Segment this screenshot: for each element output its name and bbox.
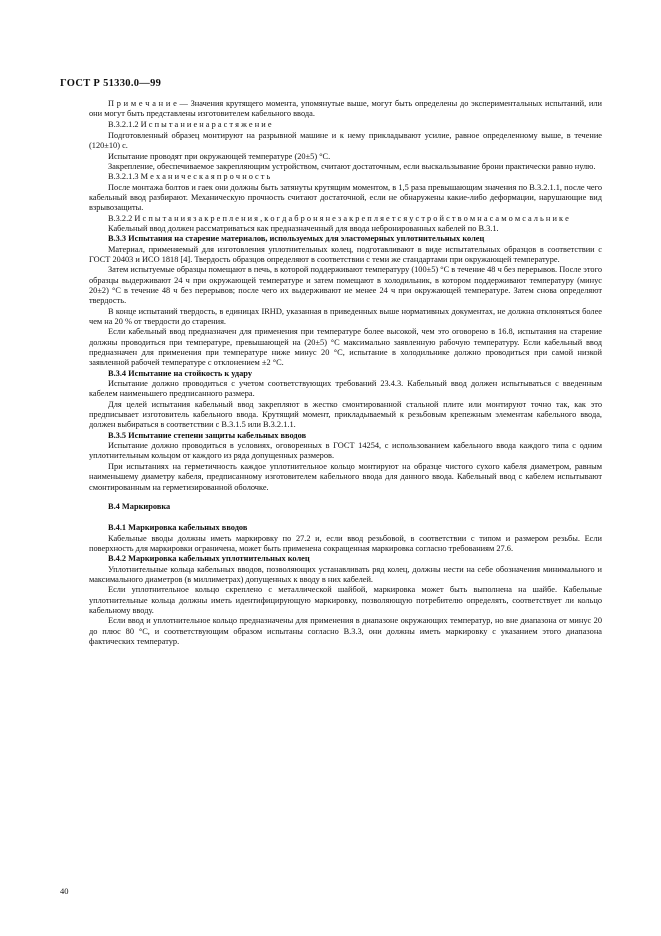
body-paragraph: Для целей испытания кабельный ввод закрепляют в жестко смонтированной стальной плите или монтируют точно так, как это предписывает изготовитель кабельного ввода. Крутящий момент, прикладываемый к резьбовым крепежным элементам кабельного ввода, должен выбираться в соответствии с В.3.1.5 или В.3.2.1.1. (89, 399, 602, 430)
body-paragraph: Испытание должно проводиться в условиях, оговоренных в ГОСТ 14254, с использованием кабельного ввода каждого типа с одним уплотнительным кольцом от каждого из ряда допущенных размеров. (89, 441, 602, 461)
section-heading: В.4.1 Маркировка кабельных вводов (108, 523, 248, 533)
body-paragraph: Испытание проводят при окружающей температуре (20±5) °С. (108, 151, 331, 161)
body-paragraph: Если уплотнительное кольцо скреплено с металлической шайбой, маркировка может быть выполнена на шайбе. Кабельные уплотнительные кольца должны иметь идентифицирующую маркировку, позволяющую потребителю определять, соответствует ли кольцо кабельному вводу. (89, 585, 602, 615)
section-heading: В.3.4 Испытание на стойкость к удару (108, 368, 252, 378)
body-paragraph: Испытание должно проводиться с учетом соответствующих требований 23.4.3. Кабельный ввод должен испытываться с введенным кабелем наименьшего предписанного размера. (89, 379, 602, 399)
body-paragraph: Закрепление, обеспечиваемое закрепляющим устройством, считают достаточным, если выскальзывание брони практически равно нулю. (108, 161, 596, 171)
body-paragraph: Подготовленный образец монтируют на разрывной машине и к нему прикладывают усилие, равное определенному выше, в течение (120±10) с. (89, 130, 602, 151)
page-number: 40 (60, 886, 69, 896)
section-heading: В.3.5 Испытание степени защиты кабельных вводов (108, 430, 307, 440)
body-paragraph: Уплотнительные кольца кабельных вводов, позволяющих устанавливать ряд колец, должны нести на себе обозначения минимального и максимального диаметров (в миллиметрах) допущенных к вводу в них кабелей. (89, 564, 602, 584)
body-paragraph: При испытаниях на герметичность каждое уплотнительное кольцо монтируют на образце чистого сухого кабеля диаметром, равным наименьшему диаметру кабеля, предписанному изготовителем кабельного ввода для данного ввода. Кабельный ввод с кабелем испытывают смонтированным на герметизированной оболочке. (89, 461, 602, 492)
note-paragraph: П р и м е ч а н и е — Значения крутящего момента, упомянутые выше, могут быть определены до экспериментальных испытаний, или они могут быть представлены изготовителем кабельного ввода. (89, 99, 602, 119)
section-heading: В.3.2.1.2 И с п ы т а н и е н а р а с т я ж е н и е (108, 120, 272, 130)
body-paragraph: Материал, применяемый для изготовления уплотнительных колец, подготавливают в виде испытательных образцов в соответствии с ГОСТ 20403 и ИСО 1818 [4]. Твердость образцов определяют в соответствии с теми же стандартами при окружающей температуре. (89, 244, 602, 264)
body-paragraph: Кабельный ввод должен рассматриваться как предназначенный для ввода небронированных кабелей по В.3.1. (108, 223, 499, 233)
section-heading: В.3.2.2 И с п ы т а н и я з а к р е п л е н и я , к о г д а б р о н я н е з а к р е п л я е т с я у с т р о й с т в о м н а с а м о м с а л ь н и к е (108, 213, 569, 223)
body-paragraph: После монтажа болтов и гаек они должны быть затянуты крутящим моментом, в 1,5 раза превышающим значения по В.3.2.1.1, после чего кабельный ввод разбирают. Механическую прочность считают достаточной, если не обнаружены какие-либо деформации, нарушающие вид взрывозащиты. (89, 182, 602, 213)
body-paragraph: Если кабельный ввод предназначен для применения при температуре более высокой, чем это оговорено в 16.8, испытания на старение должны проводиться при температуре, превышающей на (20±5) °С максимально заявленную рабочую температуру. Если кабельный ввод предназначен для применения при температуре ниже минус 20 °С, испытание в холодильнике должно проводиться при самой низкой заявленной рабочей температуре с отклонением ±2 °С. (89, 327, 602, 368)
body-paragraph: В конце испытаний твердость, в единицах IRHD, указанная в приведенных выше нормативных документах, не должна отклоняться более чем на 20 % от твердости до старения. (89, 306, 602, 327)
section-heading: В.3.3 Испытания на старение материалов, используемых для эластомерных уплотнительных колец (108, 234, 485, 244)
standard-header: ГОСТ Р 51330.0—99 (60, 78, 162, 89)
body-paragraph: Если ввод и уплотнительное кольцо предназначены для применения в диапазоне окружающих температур, но вне диапазона от минус 20 до плюс 80 °С, и соответствующим образом испытаны согласно В.3.3, они должны иметь маркировку с указанием этого диапазона фактических температур. (89, 616, 602, 646)
section-heading: В.4.2 Маркировка кабельных уплотнительных колец (108, 554, 310, 564)
section-heading: В.4 Маркировка (108, 501, 171, 511)
body-paragraph: Затем испытуемые образцы помещают в печь, в которой поддерживают температуру (100±5) °С в течение 48 ч без перерывов. После этого образцы выдерживают 24 ч при окружающей температуре и затем помещают в холодильник, в котором поддерживают температуру (минус 20±2) °С в течение 48 ч без перерывов; после чего их выдерживают не менее 24 ч при окружающей температуре. Затем снова определяют твердость. (89, 265, 602, 306)
body-paragraph: Кабельные вводы должны иметь маркировку по 27.2 и, если ввод резьбовой, в соответствии с типом и размером резьбы. Если поверхность для маркировки ограничена, может быть применена сокращенная маркировка согласно требованиям 27.6. (89, 533, 602, 553)
document-body (89, 99, 602, 647)
section-heading: В.3.2.1.3 М е х а н и ч е с к а я п р о ч н о с т ь (108, 172, 271, 182)
